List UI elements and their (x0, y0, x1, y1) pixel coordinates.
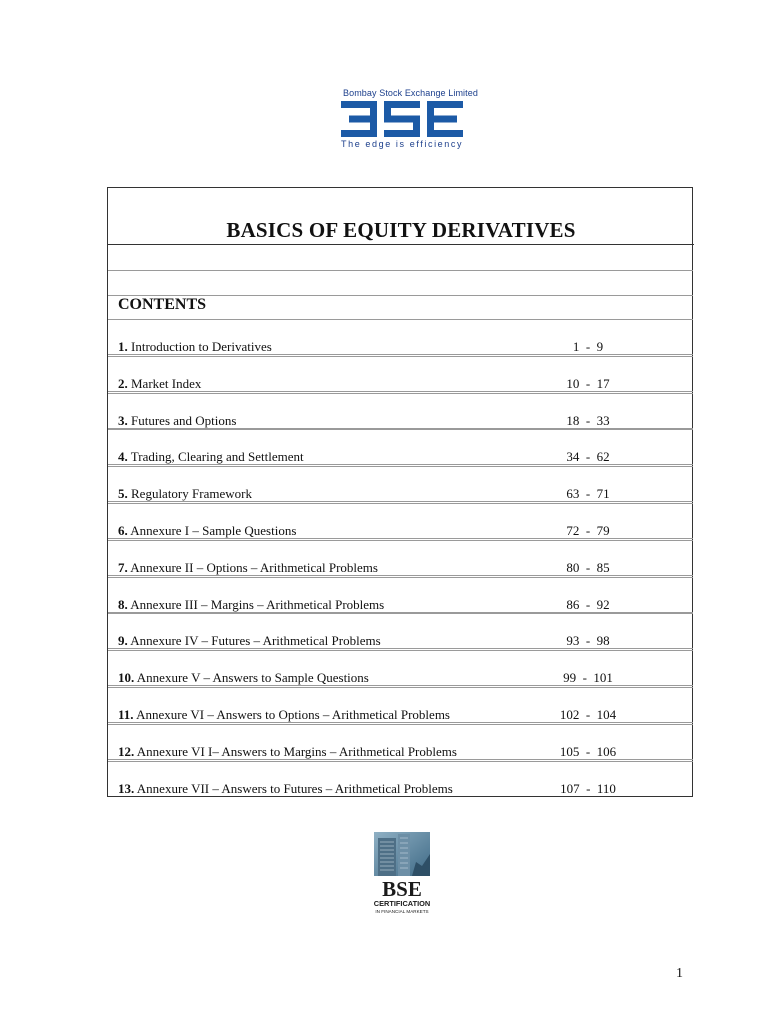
item-number: 6. (118, 523, 128, 538)
contents-item (118, 781, 453, 797)
item-number: 2. (118, 375, 128, 391)
item-number: 11. (118, 707, 134, 722)
item-page-range: 34 - 62 (566, 449, 610, 465)
building-icon (374, 832, 430, 916)
tagline: The edge is efficiency (341, 139, 464, 149)
item-page-range: 102 - 104 (559, 707, 617, 722)
divider (108, 319, 693, 320)
bse-mark-icon (341, 101, 465, 137)
contents-table (107, 187, 693, 797)
item-page-range: 86 - 92 (566, 596, 610, 612)
divider (108, 429, 693, 430)
divider (108, 613, 693, 614)
contents-item (118, 670, 369, 686)
item-number: 4. (118, 449, 128, 465)
item-page-range: 18 - 33 (566, 412, 610, 428)
divider (108, 540, 693, 541)
contents-item (118, 744, 457, 760)
item-title: Annexure VII – Answers to Futures – Arithmetical Problems (136, 780, 453, 796)
item-title: Annexure VI I– Answers to Margins – Arithmetical Problems (136, 743, 457, 759)
contents-heading: CONTENTS (118, 296, 207, 313)
item-title: Introduction to Derivatives (131, 339, 272, 354)
contents-item (118, 449, 304, 465)
item-title: Annexure I – Sample Questions (130, 523, 297, 538)
bse-logo (333, 88, 478, 154)
item-number: 3. (118, 412, 128, 428)
item-number: 10. (118, 670, 135, 686)
divider (108, 650, 693, 651)
item-page-range: 63 - 71 (566, 486, 610, 502)
item-title: Trading, Clearing and Settlement (130, 449, 304, 465)
document-title: BASICS OF EQUITY DERIVATIVES (226, 218, 576, 242)
contents-item (118, 633, 381, 649)
item-title: Market Index (131, 375, 202, 391)
contents-item (118, 339, 272, 355)
divider (108, 466, 693, 467)
item-number: 8. (118, 596, 128, 612)
item-page-range: 80 - 85 (566, 559, 610, 575)
divider (108, 356, 693, 357)
divider (108, 761, 693, 762)
divider (108, 270, 693, 271)
contents-item (118, 597, 384, 613)
item-number: 5. (118, 486, 128, 502)
item-page-range: 1 - 9 (572, 339, 604, 354)
company-name: Bombay Stock Exchange Limited (343, 88, 478, 98)
contents-item (118, 376, 201, 392)
item-number: 12. (118, 743, 135, 759)
item-number: 7. (118, 559, 128, 575)
contents-item (118, 486, 252, 502)
contents-item (118, 707, 450, 723)
item-number: 13. (118, 780, 135, 796)
page-number: 1 (676, 966, 683, 981)
item-number: 1. (118, 339, 128, 354)
footer-logo-mark: BSE (382, 877, 422, 901)
divider (108, 577, 693, 578)
divider (108, 687, 693, 688)
divider (108, 393, 693, 394)
title-area (108, 188, 694, 245)
contents-item (118, 413, 236, 429)
item-title: Annexure V – Answers to Sample Questions (136, 670, 369, 686)
footer-logo-line1: CERTIFICATION (374, 899, 430, 908)
contents-item (118, 523, 296, 539)
item-page-range: 72 - 79 (566, 523, 610, 538)
item-title: Annexure IV – Futures – Arithmetical Problems (130, 633, 381, 649)
divider (108, 724, 693, 725)
item-page-range: 107 - 110 (560, 780, 616, 796)
item-page-range: 93 - 98 (566, 633, 610, 649)
item-title: Regulatory Framework (131, 486, 252, 502)
divider (108, 503, 693, 504)
item-page-range: 10 - 17 (566, 375, 610, 391)
item-title: Annexure VI – Answers to Options – Arithmetical Problems (136, 707, 450, 722)
item-page-range: 99 - 101 (563, 670, 613, 686)
footer-logo-line2: IN FINANCIAL MARKETS (375, 909, 429, 914)
contents-item (118, 560, 378, 576)
item-number: 9. (118, 633, 128, 649)
item-title: Futures and Options (131, 412, 237, 428)
item-title: Annexure II – Options – Arithmetical Problems (130, 559, 378, 575)
item-title: Annexure III – Margins – Arithmetical Problems (130, 596, 385, 612)
bse-certification-logo (374, 832, 430, 916)
item-page-range: 105 - 106 (559, 743, 617, 759)
